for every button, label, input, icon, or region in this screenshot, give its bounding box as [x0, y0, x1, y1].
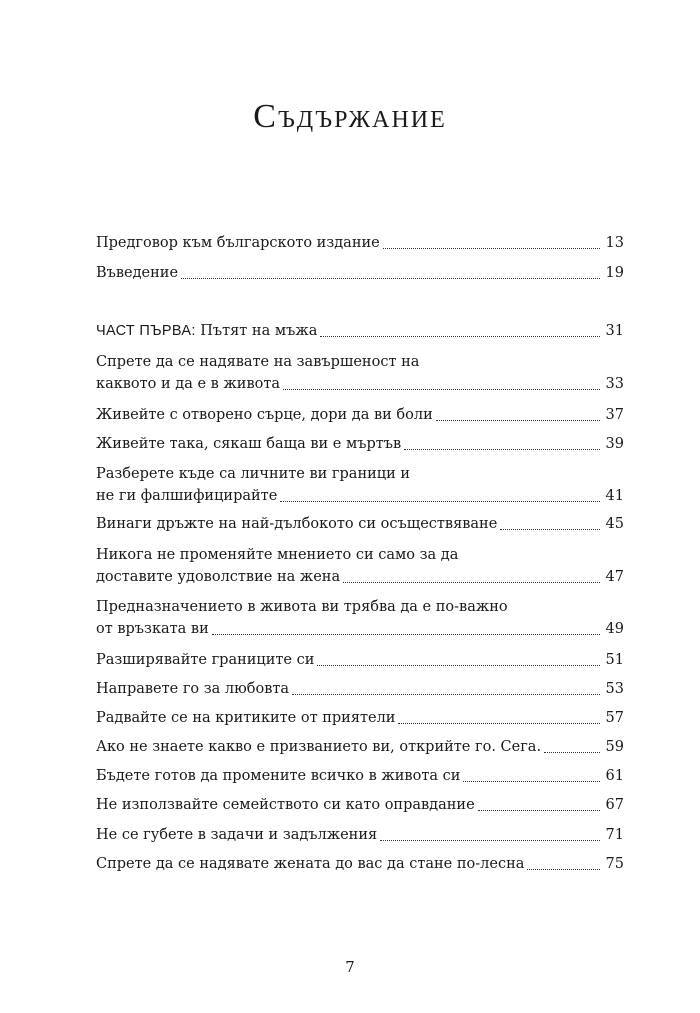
dot-leader	[292, 694, 600, 695]
toc-entry-title: Живейте с отворено сърце, дори да ви боли	[96, 407, 433, 423]
toc-page-number: 45	[605, 516, 624, 532]
dot-leader	[544, 752, 600, 753]
toc-entry-title: доставите удоволствие на жена	[96, 569, 341, 585]
toc-entry-title: Направете го за любовта	[96, 681, 290, 697]
dot-leader	[212, 634, 600, 635]
toc-page-number: 51	[605, 652, 624, 668]
toc-entry-title: Винаги дръжте на най-дълбокото си осъществяване	[96, 516, 498, 532]
toc-part-entry[interactable]	[96, 320, 624, 342]
toc-page-number: 33	[605, 376, 624, 392]
toc-page-number: 75	[605, 856, 624, 872]
toc-entry[interactable]	[96, 824, 624, 846]
toc-page-number: 67	[605, 797, 624, 813]
dot-leader	[383, 248, 600, 249]
toc-entry-title: Въведение	[96, 265, 179, 281]
toc-entry[interactable]	[96, 678, 624, 700]
dot-leader	[398, 723, 600, 724]
toc-entry-title: Ако не знаете какво е призванието ви, открийте го. Сега.	[96, 739, 542, 755]
toc-page-number: 71	[605, 827, 624, 843]
toc-entry-title: каквото и да е в живота	[96, 376, 281, 392]
toc-entry-title: Спрете да се надявате жената до вас да стане по-лесна	[96, 856, 525, 872]
toc-entry[interactable]	[96, 707, 624, 729]
page-number: 7	[345, 958, 355, 976]
dot-leader	[283, 389, 600, 390]
toc-entry-title: Предговор към българското издание	[96, 235, 380, 251]
toc-page-number: 13	[605, 235, 624, 251]
toc-entry-title: не ги фалшифицирайте	[96, 488, 278, 504]
toc-page-number: 59	[605, 739, 624, 755]
toc-entry[interactable]	[96, 232, 624, 254]
toc-entry-title-line1: Разберете къде са личните ви граници и	[96, 466, 411, 482]
toc-entry-title: Бъдете готов да промените всичко в живота си	[96, 768, 461, 784]
dot-leader	[380, 840, 600, 841]
toc-entry-title: Не се губете в задачи и задължения	[96, 827, 378, 843]
toc-entry-title: Разширявайте границите си	[96, 652, 315, 668]
toc-entry[interactable]	[96, 513, 624, 535]
toc-entry-title-line1: Спрете да се надявате на завършеност на	[96, 354, 420, 370]
toc-page-number: 39	[605, 436, 624, 452]
toc-page-number: 53	[605, 681, 624, 697]
toc-entry-title: Радвайте се на критиките от приятели	[96, 710, 396, 726]
toc-entry[interactable]	[96, 736, 624, 758]
toc-entry-title: Живейте така, сякаш баща ви е мъртъв	[96, 436, 402, 452]
toc-entry[interactable]	[96, 404, 624, 426]
toc-page-number: 61	[605, 768, 624, 784]
dot-leader	[181, 278, 600, 279]
toc-page-number: 41	[605, 488, 624, 504]
toc-entry[interactable]	[96, 463, 624, 507]
toc-page-number: 47	[605, 569, 624, 585]
dot-leader	[343, 582, 600, 583]
toc-page-number: 57	[605, 710, 624, 726]
dot-leader	[478, 810, 600, 811]
toc-page-number: 31	[605, 323, 624, 339]
toc-entry[interactable]	[96, 794, 624, 816]
toc-entry-title: от връзката ви	[96, 621, 209, 637]
toc-entry[interactable]	[96, 853, 624, 875]
dot-leader	[463, 781, 600, 782]
dot-leader	[500, 529, 600, 530]
dot-leader	[527, 869, 600, 870]
toc-entry[interactable]	[96, 433, 624, 455]
dot-leader	[280, 501, 600, 502]
part-label: ЧАСТ ПЪРВА:	[96, 323, 196, 339]
part-title: Пътят на мъжа	[200, 323, 318, 339]
toc-entry-title: Не използвайте семейството си като оправдание	[96, 797, 475, 813]
dot-leader	[317, 665, 600, 666]
dot-leader	[436, 420, 600, 421]
toc-page-number: 37	[605, 407, 624, 423]
toc-page-number: 19	[605, 265, 624, 281]
toc-entry[interactable]	[96, 596, 624, 640]
toc-entry[interactable]	[96, 351, 624, 395]
page-title: Съдържание	[253, 98, 447, 135]
toc-page-number: 49	[605, 621, 624, 637]
toc-entry[interactable]	[96, 544, 624, 588]
toc-entry-title-line1: Предназначението в живота ви трябва да е по-важно	[96, 599, 508, 615]
dot-leader	[320, 336, 600, 337]
toc-entry[interactable]	[96, 765, 624, 787]
toc-entry-title-line1: Никога не променяйте мнението си само за да	[96, 547, 459, 563]
toc-entry[interactable]	[96, 262, 624, 284]
toc-entry[interactable]	[96, 649, 624, 671]
dot-leader	[404, 449, 600, 450]
